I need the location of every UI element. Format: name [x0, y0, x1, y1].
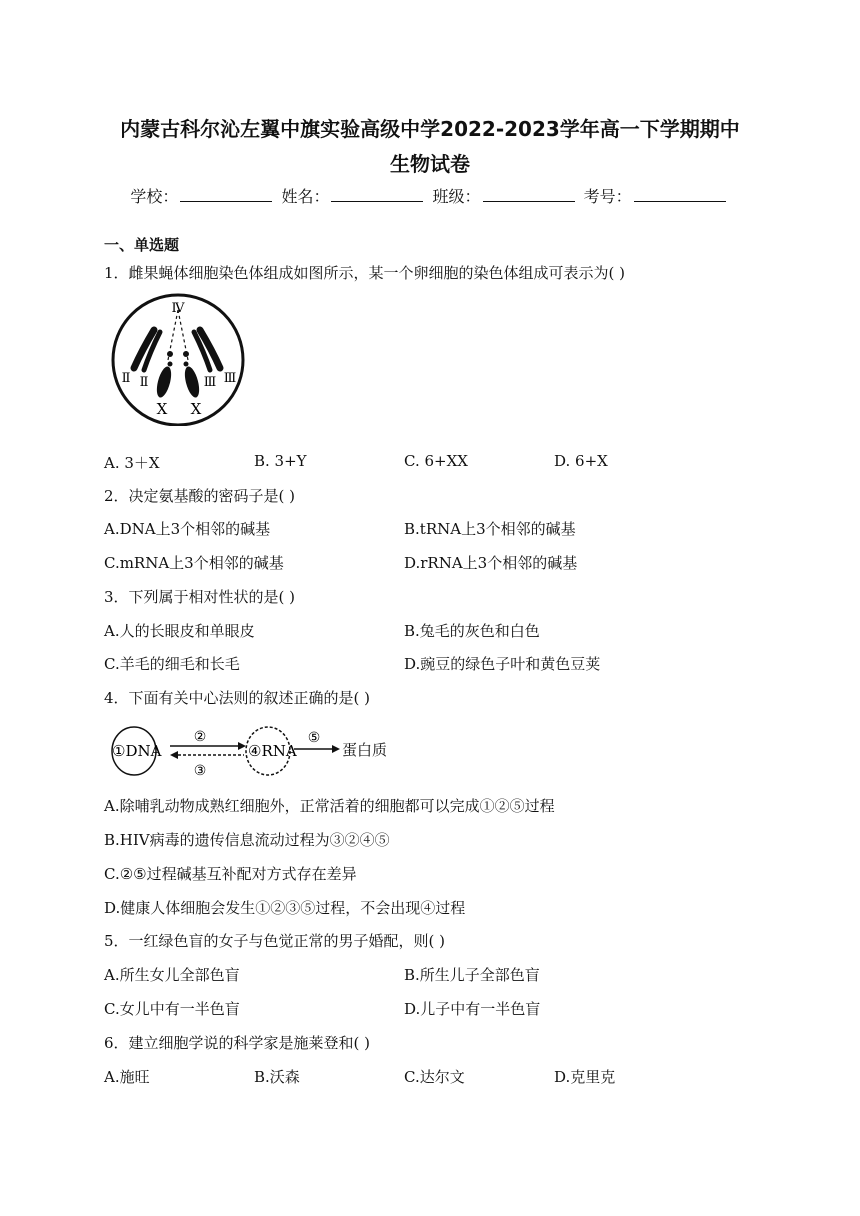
label-X-b: X	[190, 400, 202, 418]
exam-title-line2: 生物试卷	[390, 152, 470, 176]
label-II-b: Ⅱ	[139, 375, 149, 390]
q5-option-d[interactable]: D.儿子中有一半色盲	[404, 1000, 541, 1018]
q4-option-c[interactable]: C.②⑤过程碱基互补配对方式存在差异	[104, 865, 357, 883]
chromosome-figure	[108, 290, 248, 426]
process-5-label: ⑤	[307, 730, 321, 746]
class-label: 班级：	[432, 187, 481, 206]
rna-label: ④RNA	[248, 742, 297, 760]
label-III-a: Ⅲ	[203, 375, 217, 390]
label-X-a: X	[156, 400, 168, 418]
exam-number-label: 考号：	[583, 187, 632, 206]
q3-option-c[interactable]: C.羊毛的细毛和长毛	[104, 655, 240, 673]
q2-option-a[interactable]: A.DNA上3个相邻的碱基	[104, 520, 271, 538]
q1-option-b[interactable]: B. 3+Y	[254, 452, 307, 470]
question-1-stem: 1．雌果蝇体细胞染色体组成如图所示，某一个卵细胞的染色体组成可表示为( )	[104, 264, 626, 282]
process-3-label: ③	[193, 763, 207, 779]
q5-option-a[interactable]: A.所生女儿全部色盲	[104, 966, 240, 984]
class-blank[interactable]	[483, 187, 575, 202]
q2-option-c[interactable]: C.mRNA上3个相邻的碱基	[104, 554, 284, 572]
school-blank[interactable]	[180, 187, 272, 202]
exam-title-line1: 内蒙古科尔沁左翼中旗实验高级中学2022-2023学年高一下学期期中	[120, 117, 740, 141]
student-info-row	[0, 184, 860, 207]
q1-option-c[interactable]: C. 6+XX	[404, 452, 468, 470]
question-3-stem: 3．下列属于相对性状的是( )	[104, 588, 296, 606]
q4-option-a[interactable]: A.除哺乳动物成熟红细胞外，正常活着的细胞都可以完成①②⑤过程	[104, 797, 555, 815]
question-5-stem: 5．一红绿色盲的女子与色觉正常的男子婚配，则( )	[104, 932, 446, 950]
central-dogma-figure	[104, 722, 344, 782]
question-4-stem: 4．下面有关中心法则的叙述正确的是( )	[104, 689, 371, 707]
label-III-b: Ⅲ	[223, 371, 237, 386]
q1-option-a[interactable]: A. 3＋X	[104, 454, 160, 472]
q5-option-c[interactable]: C.女儿中有一半色盲	[104, 1000, 240, 1018]
q2-option-d[interactable]: D.rRNA上3个相邻的碱基	[404, 554, 578, 572]
process-2-label: ②	[193, 729, 207, 745]
label-IV: Ⅳ	[171, 301, 185, 316]
q4-option-d[interactable]: D.健康人体细胞会发生①②③⑤过程，不会出现④过程	[104, 899, 466, 917]
q6-option-c[interactable]: C.达尔文	[404, 1068, 465, 1086]
name-label: 姓名：	[281, 187, 330, 206]
protein-label: 蛋白质	[342, 741, 388, 759]
question-2-stem: 2．决定氨基酸的密码子是( )	[104, 487, 296, 505]
exam-number-blank[interactable]	[634, 187, 726, 202]
q1-option-d[interactable]: D. 6+X	[554, 452, 608, 470]
q2-option-b[interactable]: B.tRNA上3个相邻的碱基	[404, 520, 576, 538]
q3-option-b[interactable]: B.兔毛的灰色和白色	[404, 622, 540, 640]
q3-option-a[interactable]: A.人的长眼皮和单眼皮	[104, 622, 255, 640]
q6-option-a[interactable]: A.施旺	[104, 1068, 150, 1086]
dna-label: ①DNA	[112, 742, 162, 760]
section-title: 一、单选题	[104, 236, 180, 254]
q3-option-d[interactable]: D.豌豆的绿色子叶和黄色豆荚	[404, 655, 601, 673]
q4-option-b[interactable]: B.HIV病毒的遗传信息流动过程为③②④⑤	[104, 831, 390, 849]
q6-option-d[interactable]: D.克里克	[554, 1068, 616, 1086]
question-6-stem: 6．建立细胞学说的科学家是施莱登和( )	[104, 1034, 371, 1052]
q5-option-b[interactable]: B.所生儿子全部色盲	[404, 966, 540, 984]
label-II-a: Ⅱ	[121, 371, 131, 386]
q6-option-b[interactable]: B.沃森	[254, 1068, 300, 1086]
name-blank[interactable]	[331, 187, 423, 202]
school-label: 学校：	[130, 187, 179, 206]
